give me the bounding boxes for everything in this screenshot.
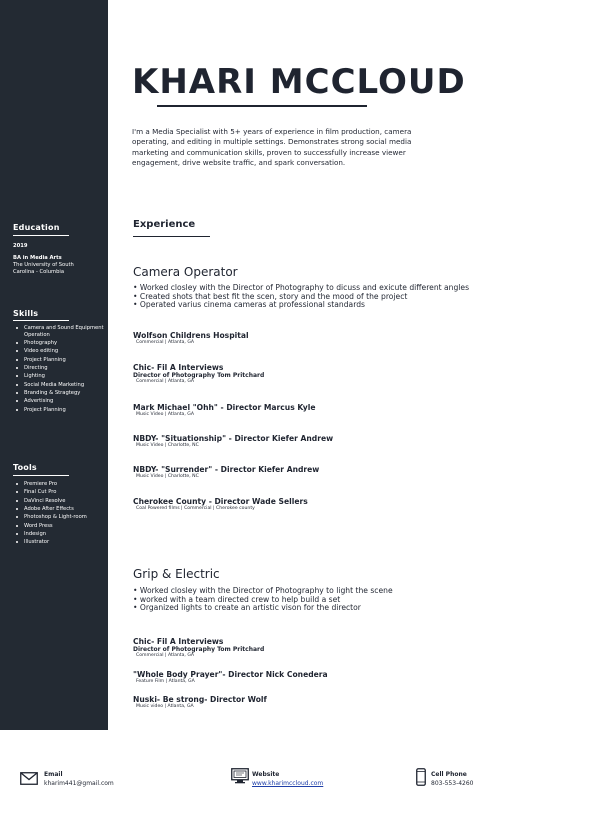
job-title: "Whole Body Prayer"- Director Nick Conedera [133,670,328,679]
job-meta: Music Video | Charlotte, NC [136,474,199,479]
job-subtitle: Director of Photography Tom Pritchard [133,646,265,653]
skills-list [13,324,105,414]
job-entry [133,434,533,449]
bullet-item: • Organized lights to create an artistic vison for the director [133,603,361,613]
role-title: Camera Operator [133,265,238,279]
tool-item: DaVinci Resolve [13,497,105,505]
job-meta: Music video | Atlanta, GA [136,704,194,709]
tool-item: Adobe After Effects [13,505,105,513]
job-entry [133,465,533,480]
bullet-item: • worked with a team directed crew to help build a set [133,594,341,604]
tool-item: Illustrator [13,538,105,546]
sidebar [0,0,108,730]
bullet-item: • Created shots that best fit the scen, story and the mood of the project [133,291,408,301]
job-entry [133,331,533,346]
job-title: Nuski- Be strong- Director Wolf [133,695,267,704]
job-entry [133,695,533,710]
bullet-item: • Operated varius cinema cameras at professional standards [133,300,365,310]
envelope-icon [20,772,38,785]
skill-item: Project Planning [13,356,105,364]
job-entry [133,497,533,512]
summary-paragraph: I'm a Media Specialist with 5+ years of experience in film production, camera operating, and editing in multiple settings. Demonstrates strong social media marketing and communication skills, proven to successfully increase viewer engagement, drive website traffic, and spark conversation. [132,127,412,168]
email-label: Email [44,771,63,778]
skills-divider [13,320,69,321]
job-title: Cherokee County - Director Wade Sellers [133,497,308,506]
skill-item: Camera and Sound Equipment Operation [13,324,105,339]
tool-item: Indesign [13,530,105,538]
skills-heading: Skills [13,309,39,318]
job-title: Mark Michael "Ohh" - Director Marcus Kyle [133,403,316,412]
website-label: Website [252,771,280,778]
skill-item: Project Planning [13,406,105,414]
tools-heading: Tools [13,463,37,472]
job-title: Wolfson Childrens Hospital [133,331,249,340]
education-year: 2019 [13,243,28,249]
role-title: Grip & Electric [133,567,220,581]
bullet-item: • Worked closley with the Director of Photography to dicuss and exicute different angles [133,283,470,292]
job-meta: Commercial | Atlanta, GA [136,340,195,345]
education-school: The University of South Carolina - Columbia [13,262,74,275]
job-meta: Commercial | Atlanta, GA [136,653,195,658]
education-degree: BA in Media Arts [13,255,62,261]
job-meta: Commercial | Atlanta, GA [136,379,195,384]
job-title: NBDY- "Situationship" - Director Kiefer Andrew [133,434,334,443]
tool-item: Final Cut Pro [13,488,105,496]
job-meta: Music Video | Atlanta, GA [136,412,194,417]
experience-heading: Experience [133,219,196,230]
skill-item: Social Media Marketing [13,381,105,389]
job-entry [133,363,533,385]
skill-item: Video editing [13,347,105,355]
education-heading: Education [13,223,60,232]
website-link[interactable]: www.kharimccloud.com [252,780,324,787]
job-title: Chic- Fil A Interviews [133,637,224,646]
job-entry [133,670,533,685]
skill-item: Advertising [13,397,105,405]
job-title: NBDY- "Surrender" - Director Kiefer Andrew [133,465,320,474]
role-bullets [133,587,573,613]
phone-icon [416,768,426,786]
experience-divider [133,236,210,237]
tools-list [13,480,105,547]
tool-item: Premiere Pro [13,480,105,488]
bullet-item: • Worked closley with the Director of Photography to light the scene [133,586,393,595]
candidate-name: KHARI MCCLOUD [132,62,466,102]
role-bullets [133,284,573,310]
phone-label: Cell Phone [431,771,467,778]
phone-value[interactable]: 803-553-4260 [431,780,474,787]
education-divider [13,235,69,236]
job-entry [133,403,533,418]
skill-item: Branding & Stragtegy [13,389,105,397]
skill-item: Photography [13,339,105,347]
name-underline [157,105,367,107]
monitor-icon [231,768,249,784]
tools-divider [13,475,69,476]
job-title: Chic- Fil A Interviews [133,363,224,372]
email-value[interactable]: kharim441@gmail.com [44,780,114,787]
tool-item: Word Press [13,522,105,530]
skill-item: Directing [13,364,105,372]
skill-item: Lighting [13,372,105,380]
job-subtitle: Director of Photography Tom Pritchard [133,372,265,379]
job-entry [133,637,533,659]
tool-item: Photoshop & Light-room [13,513,92,522]
job-meta: Music Video | Charlotte, NC [136,443,199,448]
job-meta: Feature Film | Atlanta, GA [136,679,195,684]
job-meta: Coal Powered films | Commercial | Cherokee county [136,506,255,511]
